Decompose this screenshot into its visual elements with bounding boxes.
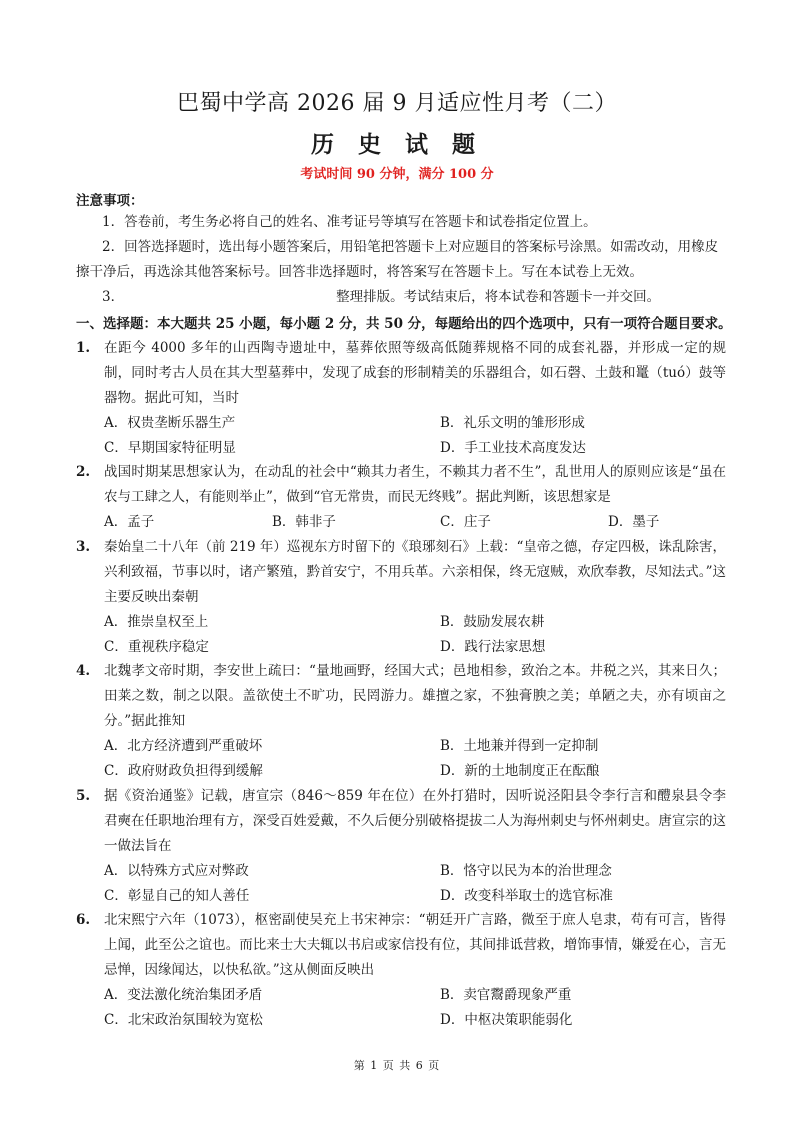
- question-5: [76, 784, 726, 909]
- note-item-2: 2．回答选择题时，选出每小题答案后，用铅笔把答题卡上对应题目的答案标号涂黑。如需改动，用橡皮擦干净后，再选涂其他答案标号。回答非选择题时，将答案写在答题卡上。写在本试卷上无效。: [76, 239, 719, 280]
- question-6: [76, 908, 726, 1033]
- question-4: [76, 659, 726, 784]
- option-d: D．新的土地制度正在酝酿: [440, 763, 600, 779]
- question-options: [104, 411, 726, 461]
- option-c: C．庄子: [440, 514, 491, 530]
- exam-title: 巴蜀中学高 2026 届 9 月适应性月考（二）: [177, 91, 617, 116]
- question-3: [76, 535, 726, 660]
- option-d: D．手工业技术高度发达: [440, 440, 586, 456]
- question-options: [104, 734, 726, 784]
- option-c: C．重视秩序稳定: [104, 639, 209, 655]
- option-c: C．北宋政治氛围较为宽松: [104, 1012, 263, 1028]
- question-number: 5.: [76, 788, 91, 804]
- note-item-3-number: 3．: [102, 289, 125, 305]
- page-footer: 第 1 页 共 6 页: [353, 1059, 441, 1072]
- time-info: 考试时间 90 分钟，满分 100 分: [300, 167, 494, 182]
- question-number: 3.: [76, 539, 91, 555]
- question-options: [104, 510, 726, 535]
- option-a: A．变法激化统治集团矛盾: [104, 987, 263, 1003]
- question-stem: 秦始皇二十八年（前 219 年）巡视东方时留下的《琅琊刻石》上载：“皇帝之德，存定四极，诛乱除害，兴利致福，节事以时，诸产繁殖，黔首安宁，不用兵革。六亲相保，终无寇贼，欢欣奉教，尽知法式。”这主要反映出秦朝: [104, 539, 726, 605]
- option-c: C．彰显自己的知人善任: [104, 888, 250, 904]
- option-b: B．恪守以民为本的治世理念: [440, 863, 612, 879]
- note-item-3-text: 整理排版。考试结束后，将本试卷和答题卡一并交回。: [336, 289, 661, 305]
- option-a: A．北方经济遭到严重破坏: [104, 738, 263, 754]
- option-b: B．鼓励发展农耕: [440, 614, 545, 630]
- question-1: [76, 336, 726, 461]
- question-options: [104, 859, 726, 909]
- option-d: D．践行法家思想: [440, 639, 546, 655]
- question-stem: 战国时期某思想家认为，在动乱的社会中“赖其力者生，不赖其力者不生”，乱世用人的原则应该是“虽在农与工肆之人，有能则举止”，做到“官无常贵，而民无终贱”。据此判断，该思想家是: [104, 464, 726, 505]
- note-item-1: 1．答卷前，考生务必将自己的姓名、准考证号等填写在答题卡和试卷指定位置上。: [102, 214, 597, 230]
- question-number: 1.: [76, 340, 91, 356]
- option-c: C．政府财政负担得到缓解: [104, 763, 263, 779]
- option-a: A．推崇皇权至上: [104, 614, 209, 630]
- option-a: A．以特殊方式应对弊政: [104, 863, 249, 879]
- option-d: D．墨子: [608, 514, 660, 530]
- question-2: [76, 460, 726, 535]
- question-number: 4.: [76, 663, 91, 679]
- option-c: C．早期国家特征明显: [104, 440, 236, 456]
- question-options: [104, 983, 726, 1033]
- option-d: D．改变科举取士的选官标准: [440, 888, 613, 904]
- option-b: B．礼乐文明的雏形形成: [440, 415, 585, 431]
- section-heading: 一、选择题：本大题共 25 小题，每小题 2 分，共 50 分，每题给出的四个选项中，只有一项符合题目要求。: [76, 316, 732, 332]
- question-stem: 据《资治通鉴》记载，唐宣宗（846～859 年在位）在外打猎时，因听说泾阳县令李行言和醴泉县令李君奭在任职地治理有方，深受百姓爱戴，不久后便分别破格提拔二人为海州刺史与怀州刺史。唐宣宗的这一做法旨在: [104, 788, 726, 854]
- question-number: 2.: [76, 464, 91, 480]
- question-options: [104, 610, 726, 660]
- option-b: B．卖官鬻爵现象严重: [440, 987, 572, 1003]
- option-b: B．韩非子: [272, 514, 336, 530]
- notes-heading: 注意事项：: [76, 193, 144, 209]
- question-stem: 北宋熙宁六年（1073），枢密副使吴充上书宋神宗：“朝廷开广言路，微至于庶人皂隶，苟有可言，皆得上闻，此至公之谊也。而比来士大夫辄以书启或家信投有位，其间排诋营救，增饰事情，嫌爱在心，言无忌惮，因缘闻达，以快私欲。”这从侧面反映出: [104, 912, 726, 978]
- question-stem: 北魏孝文帝时期，李安世上疏曰：“量地画野，经国大式；邑地相参，致治之本。井税之兴，其来日久；田莱之数，制之以限。盖欲使土不旷功，民罔游力。雄擅之家，不独膏腴之美；单陋之夫，亦有顷亩之分。”据此推知: [104, 663, 726, 729]
- subject-title: 历 史 试 题: [310, 131, 484, 158]
- option-b: B．土地兼并得到一定抑制: [440, 738, 599, 754]
- question-stem: 在距今 4000 多年的山西陶寺遗址中，墓葬依照等级高低随葬规格不同的成套礼器，并形成一定的规制，同时考古人员在其大型墓葬中，发现了成套的形制精美的乐器组合，如石磬、土鼓和鼍（tuó）鼓等器物。据此可知，当时: [104, 340, 726, 406]
- note-item-3: [76, 285, 726, 310]
- option-d: D．中枢决策职能弱化: [440, 1012, 573, 1028]
- option-a: A．孟子: [104, 514, 155, 530]
- question-number: 6.: [76, 912, 91, 928]
- option-a: A．权贵垄断乐器生产: [104, 415, 236, 431]
